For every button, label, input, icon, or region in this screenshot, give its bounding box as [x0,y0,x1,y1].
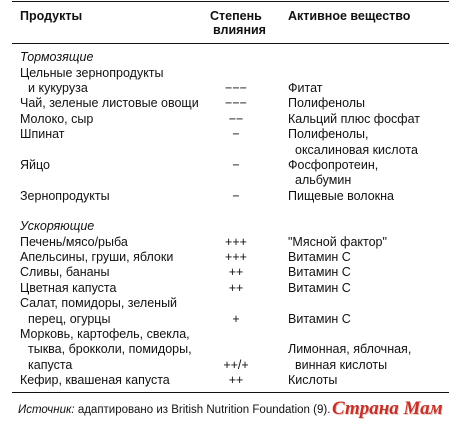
row-3-active-line2: оксалиновая кислота [295,143,418,157]
source-footnote [18,403,330,417]
row-4-degree: − [232,158,240,172]
row-11-active-line2: винная кислоты [295,358,388,372]
row-7-active: Витамин С [288,250,351,264]
row-8-active: Витамин С [288,265,351,279]
row-5-degree: − [232,189,240,203]
section-inhibiting: Тормозящие [20,50,94,64]
row-7-product: Апельсины, груши, яблоки [20,250,174,264]
row-11-active-line1: Лимонная, яблочная, [288,342,412,356]
row-1-degree: −−− [225,96,247,110]
row-0-active: Фитат [288,81,323,95]
row-3-active-line1: Полифенолы, [288,127,369,141]
row-6-active: "Мясной фактор" [288,235,387,249]
row-10-product-line2: перец, огурцы [28,312,111,326]
row-0-degree: −−− [225,81,247,95]
row-4-active-line2: альбумин [295,173,352,187]
row-11-degree: ++/+ [223,358,249,372]
row-3-product: Шпинат [20,127,65,141]
row-5-active: Пищевые волокна [288,189,394,203]
source-text: адаптировано из British Nutrition Foundation (9). [77,404,331,416]
row-3-degree: − [232,127,240,141]
row-0-product-line1: Цельные зернопродукты [20,66,164,80]
row-12-degree: ++ [228,373,244,387]
row-11-product-line1: Морковь, картофель, свекла, [20,327,190,341]
row-1-active: Полифенолы [288,96,366,110]
row-12-product: Кефир, квашеная капуста [20,373,170,387]
bottom-rule [12,392,449,393]
row-2-product: Молоко, сыр [20,112,94,126]
source-label: Источник: [18,404,75,416]
row-9-product: Цветная капуста [20,281,117,295]
row-6-degree: +++ [225,235,247,249]
row-9-degree: ++ [228,281,244,295]
row-4-active-line1: Фосфопротеин, [288,158,379,172]
section-accelerating: Ускоряющие [20,219,95,233]
header-degree-line2: влияния [213,23,266,37]
row-5-product: Зернопродукты [20,189,110,203]
row-0-product-line2: и кукуруза [28,81,88,95]
row-11-product-line2: тыква, брокколи, помидоры, [28,342,192,356]
row-12-active: Кислоты [288,373,338,387]
row-10-product-line1: Салат, помидоры, зеленый [20,296,178,310]
header-products: Продукты [20,9,83,23]
row-2-active: Кальций плюс фосфат [288,112,420,126]
row-11-product-line3: капуста [28,358,73,372]
row-2-degree: −− [228,112,244,126]
row-10-active: Витамин С [288,312,351,326]
row-6-product: Печень/мясо/рыба [20,235,128,249]
row-8-product: Сливы, бананы [20,265,110,279]
row-9-active: Витамин С [288,281,351,295]
row-1-product: Чай, зеленые листовые овощи [20,96,199,110]
header-degree-line1: Степень [210,9,262,23]
row-4-product: Яйцо [20,158,50,172]
row-10-degree: + [232,312,240,326]
site-watermark: Страна Мам [332,398,443,419]
header-active-substance: Активное вещество [288,9,411,23]
row-8-degree: ++ [228,265,244,279]
top-rule [12,1,449,2]
row-7-degree: +++ [225,250,247,264]
header-rule [12,43,449,44]
